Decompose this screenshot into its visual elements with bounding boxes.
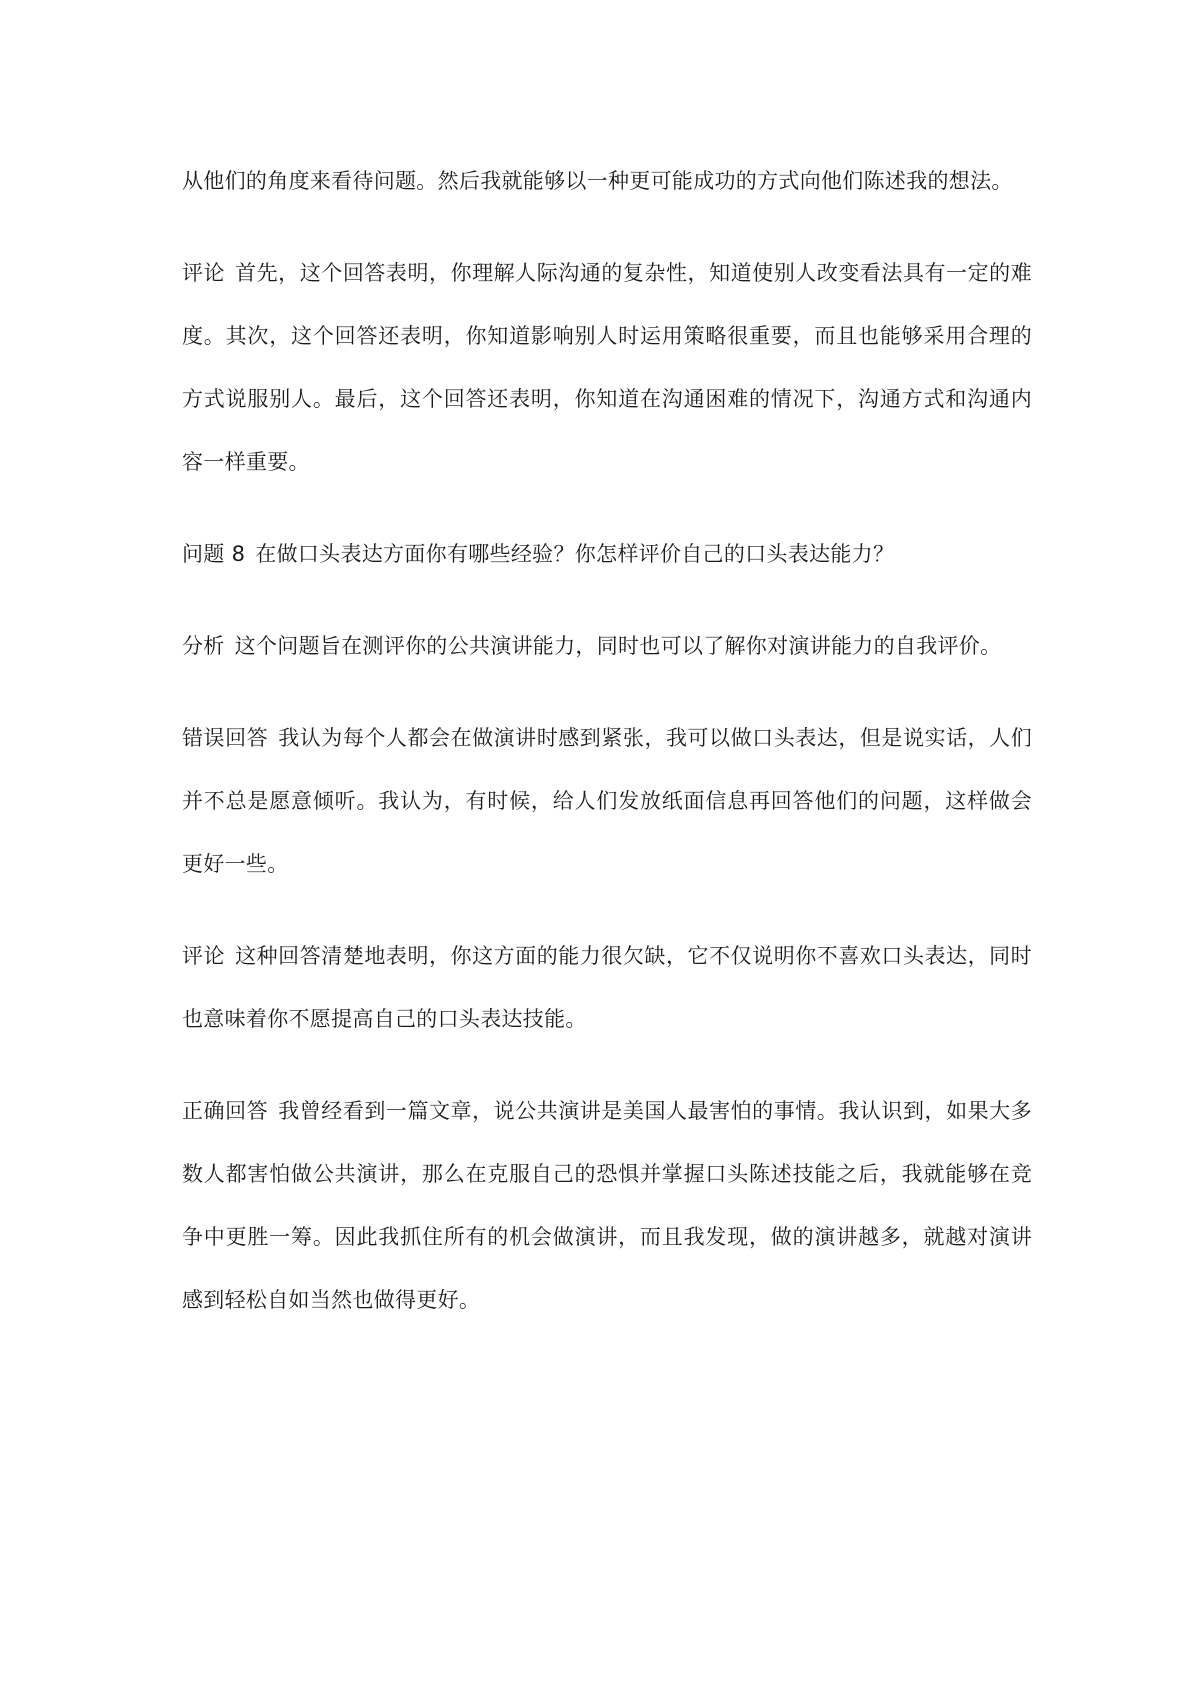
paragraph-text: 我认为每个人都会在做演讲时感到紧张，我可以做口头表达，但是说实话，人们并不总是愿意倾听。我认为，有时候，给人们发放纸面信息再回答他们的问题，这样做会更好一些。 [182,726,1033,876]
paragraph-text: 首先，这个回答表明，你理解人际沟通的复杂性，知道使别人改变看法具有一定的难度。其次，这个回答还表明，你知道影响别人时运用策略很重要，而且也能够采用合理的方式说服别人。最后，这个回答还表明，你知道在沟通困难的情况下，沟通方式和沟通内容一样重要。 [182,261,1032,474]
paragraph-comment [182,925,1032,1051]
paragraph-label: 正确回答 [182,1099,269,1123]
paragraph-wrong-answer [182,707,1032,896]
paragraph-text: 在做口头表达方面你有哪些经验？你怎样评价自己的口头表达能力？ [255,542,895,566]
paragraph-label: 问题 8 [182,542,246,566]
paragraph-comment [182,242,1032,494]
paragraph-correct-answer [182,1080,1032,1332]
paragraph-text: 这个问题旨在测评你的公共演讲能力，同时也可以了解你对演讲能力的自我评价。 [234,634,1002,658]
paragraph-label: 错误回答 [182,726,269,750]
document-body [182,150,1032,1361]
paragraph-analysis [182,615,1032,678]
paragraph-label: 评论 [182,261,226,285]
paragraph-question [182,523,1032,586]
paragraph-label: 评论 [182,944,226,968]
paragraph-text: 我曾经看到一篇文章，说公共演讲是美国人最害怕的事情。我认识到，如果大多数人都害怕做公共演讲，那么在克服自己的恐惧并掌握口头陈述技能之后，我就能够在竞争中更胜一筹。因此我抓住所有的机会做演讲，而且我发现，做的演讲越多，就越对演讲感到轻松自如当然也做得更好。 [182,1099,1033,1312]
paragraph-continuation [182,150,1032,213]
paragraph-text: 这种回答清楚地表明，你这方面的能力很欠缺，它不仅说明你不喜欢口头表达，同时也意味着你不愿提高自己的口头表达技能。 [182,944,1032,1031]
paragraph-label: 分析 [182,634,225,658]
paragraph-text: 从他们的角度来看待问题。然后我就能够以一种更可能成功的方式向他们陈述我的想法。 [182,169,1013,193]
